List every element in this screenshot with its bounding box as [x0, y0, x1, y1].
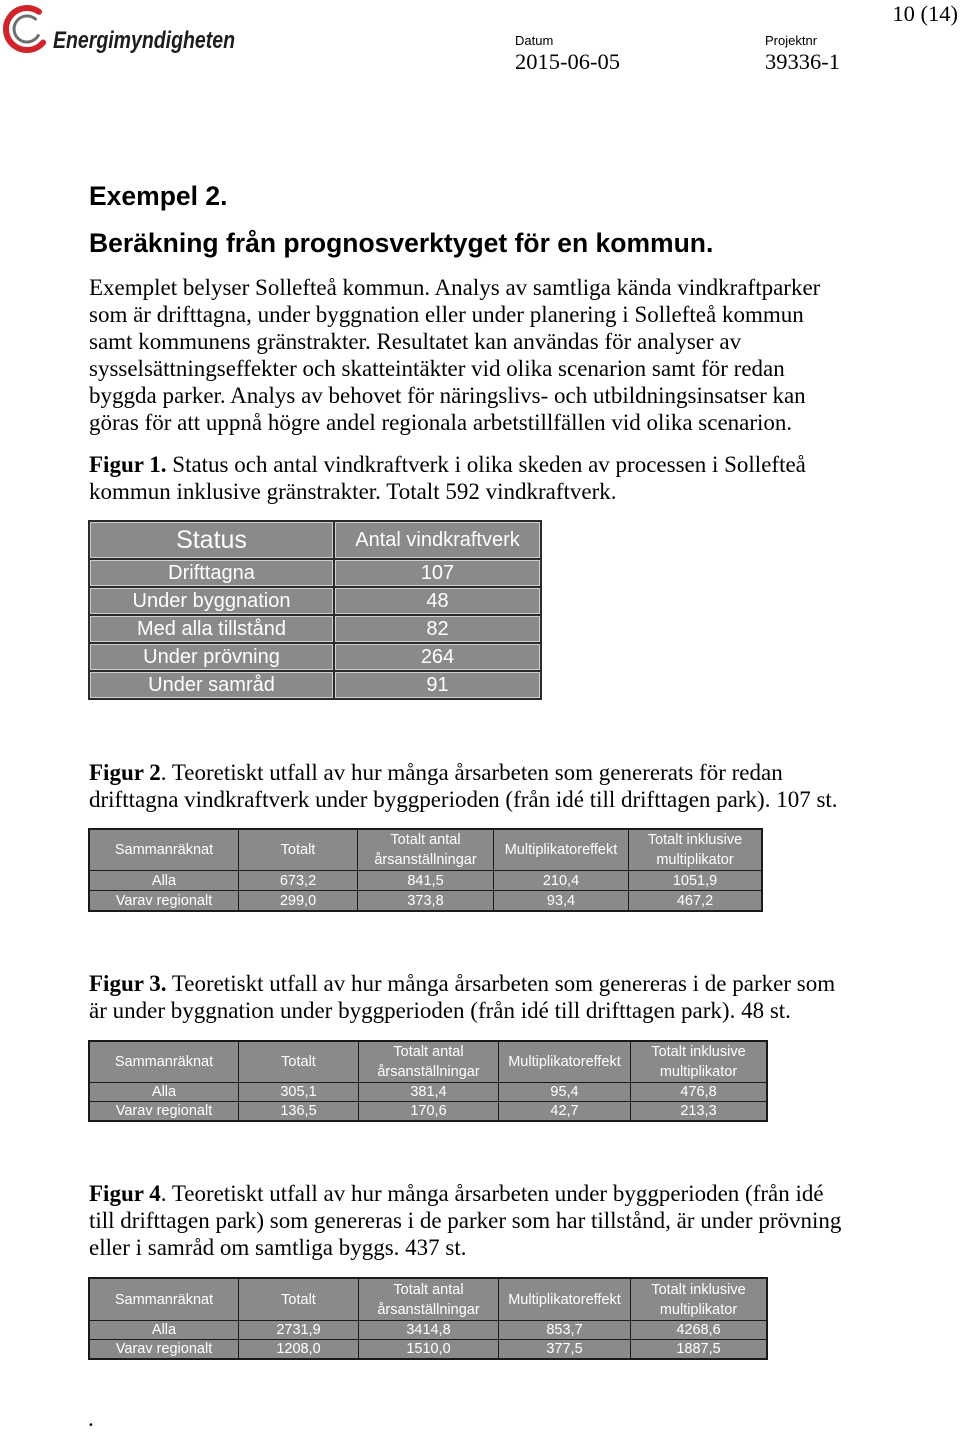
intro-line: göras för att uppnå högre andel regionala arbetstillfällen vid olika scenarion. — [89, 410, 793, 435]
totalt-inklusive-cell: 467,2 — [629, 891, 761, 910]
caption-line — [89, 451, 806, 478]
caption-line: är under byggnation under byggperioden (från idé till drifttagen park). 48 st. — [89, 998, 791, 1023]
intro-line: sysselsättningseffekter och skatteintäkter vid olika scenarion samt för redan — [89, 356, 785, 381]
arsanstallningar-cell: 1510,0 — [359, 1340, 498, 1358]
figure-caption-3 — [89, 970, 835, 1024]
column-header-totalt-antal-arsanstallningar: Totalt antal årsanställningar — [359, 1042, 498, 1082]
totalt-inklusive-cell: 476,8 — [631, 1083, 766, 1101]
row-label-cell: Varav regionalt — [90, 1340, 238, 1358]
totalt-cell: 299,0 — [239, 891, 357, 910]
column-header-totalt-inklusive-multiplikator: Totalt inklusive multiplikator — [631, 1042, 766, 1082]
column-header-multiplikatoreffekt: Multiplikatoreffekt — [499, 1279, 630, 1320]
arsanstallningar-cell: 373,8 — [358, 891, 493, 910]
count-cell: 82 — [335, 616, 540, 642]
multiplikatoreffekt-cell: 95,4 — [499, 1083, 630, 1101]
totalt-cell: 1208,0 — [239, 1340, 358, 1358]
caption-line — [89, 759, 838, 786]
totalt-inklusive-cell: 4268,6 — [631, 1321, 766, 1339]
column-header-totalt-inklusive-multiplikator: Totalt inklusive multiplikator — [629, 830, 761, 870]
count-cell: 48 — [335, 588, 540, 614]
result-table-figur-4 — [88, 1277, 768, 1360]
count-cell: 264 — [335, 644, 540, 670]
energimyndigheten-swoosh-icon — [6, 8, 43, 50]
figure-caption-2 — [89, 759, 838, 813]
count-cell: 107 — [335, 560, 540, 586]
date-value: 2015-06-05 — [515, 49, 620, 74]
intro-line: som är drifttagna, under byggnation eller under planering i Sollefteå kommun — [89, 302, 804, 327]
figure-label: Figur 3. — [89, 971, 167, 996]
intro-line: Exemplet belyser Sollefteå kommun. Analys av samtliga kända vindkraftparker — [89, 275, 821, 300]
status-cell: Under byggnation — [90, 588, 333, 614]
row-label-cell: Alla — [90, 871, 238, 890]
column-header-totalt-antal-arsanstallningar: Totalt antal årsanställningar — [358, 830, 493, 870]
arsanstallningar-cell: 381,4 — [359, 1083, 498, 1101]
example-subtitle: Beräkning från prognosverktyget för en kommun. — [89, 228, 714, 258]
figure-caption-4 — [89, 1180, 841, 1261]
column-header-totalt-inklusive-multiplikator: Totalt inklusive multiplikator — [631, 1279, 766, 1320]
caption-line — [89, 970, 835, 997]
multiplikatoreffekt-cell: 377,5 — [499, 1340, 630, 1358]
project-number-label: Projektnr — [765, 33, 818, 48]
column-header-multiplikatoreffekt: Multiplikatoreffekt — [499, 1042, 630, 1082]
arsanstallningar-cell: 841,5 — [358, 871, 493, 890]
status-cell: Drifttagna — [90, 560, 333, 586]
column-header-totalt: Totalt — [239, 1042, 358, 1082]
arsanstallningar-cell: 170,6 — [359, 1102, 498, 1120]
row-label-cell: Varav regionalt — [90, 1102, 238, 1120]
intro-line: byggda parker. Analys av behovet för näringslivs- och utbildningsinsatser kan — [89, 383, 806, 408]
row-label-cell: Alla — [90, 1321, 238, 1339]
count-cell: 91 — [335, 672, 540, 698]
intro-line: samt kommunens gränstrakter. Resultatet kan användas för analyser av — [89, 329, 742, 354]
status-cell: Under prövning — [90, 644, 333, 670]
multiplikatoreffekt-cell: 42,7 — [499, 1102, 630, 1120]
arsanstallningar-cell: 3414,8 — [359, 1321, 498, 1339]
caption-text: . Teoretiskt utfall av hur många årsarbeten som genererats för redan — [160, 760, 783, 785]
caption-text: Status och antal vindkraftverk i olika skeden av processen i Sollefteå — [166, 452, 806, 477]
totalt-cell: 136,5 — [239, 1102, 358, 1120]
totalt-cell: 673,2 — [239, 871, 357, 890]
example-title: Exempel 2. — [89, 181, 228, 211]
column-header-status: Status — [90, 522, 333, 558]
status-cell: Med alla tillstånd — [90, 616, 333, 642]
figure-label: Figur 1. — [89, 452, 167, 477]
column-header-totalt: Totalt — [239, 830, 357, 870]
totalt-cell: 2731,9 — [239, 1321, 358, 1339]
figure-caption-1 — [89, 451, 806, 505]
totalt-inklusive-cell: 1887,5 — [631, 1340, 766, 1358]
project-number-value: 39336-1 — [765, 49, 840, 74]
row-label-cell: Varav regionalt — [90, 891, 238, 910]
figure-label: Figur 4 — [89, 1181, 161, 1206]
caption-line: till drifttagen park) som genereras i de parker som har tillstånd, är under prövning — [89, 1208, 842, 1233]
status-table — [88, 520, 542, 700]
caption-line — [89, 1180, 841, 1207]
result-table-figur-3 — [88, 1040, 768, 1122]
result-table-figur-2 — [88, 828, 763, 912]
column-header-totalt: Totalt — [239, 1279, 358, 1320]
multiplikatoreffekt-cell: 93,4 — [494, 891, 628, 910]
caption-text: Teoretiskt utfall av hur många årsarbeten som genereras i de parker som — [166, 971, 836, 996]
column-header-sammanraknat: Sammanräknat — [90, 830, 238, 870]
row-label-cell: Alla — [90, 1083, 238, 1101]
figure-label: Figur 2 — [89, 760, 161, 785]
intro-paragraph — [89, 274, 820, 436]
multiplikatoreffekt-cell: 853,7 — [499, 1321, 630, 1339]
logo-wordmark: Energimyndigheten — [53, 27, 235, 54]
totalt-inklusive-cell: 1051,9 — [629, 871, 761, 890]
column-header-sammanraknat: Sammanräknat — [90, 1279, 238, 1320]
column-header-totalt-antal-arsanstallningar: Totalt antal årsanställningar — [359, 1279, 498, 1320]
caption-line: drifttagna vindkraftverk under byggperioden (från idé till drifttagen park). 107 st. — [89, 787, 838, 812]
totalt-inklusive-cell: 213,3 — [631, 1102, 766, 1120]
caption-line: kommun inklusive gränstrakter. Totalt 592 vindkraftverk. — [89, 479, 617, 504]
multiplikatoreffekt-cell: 210,4 — [494, 871, 628, 890]
column-header-multiplikatoreffekt: Multiplikatoreffekt — [494, 830, 628, 870]
caption-line: eller i samråd om samtliga byggs. 437 st. — [89, 1235, 467, 1260]
date-label: Datum — [515, 33, 554, 48]
totalt-cell: 305,1 — [239, 1083, 358, 1101]
column-header-sammanraknat: Sammanräknat — [90, 1042, 238, 1082]
page-number: 10 (14) — [892, 1, 958, 26]
caption-text: . Teoretiskt utfall av hur många årsarbeten under byggperioden (från idé — [160, 1181, 824, 1206]
status-cell: Under samråd — [90, 672, 333, 698]
energimyndigheten-logo — [0, 0, 240, 60]
footer-mark: . — [88, 1406, 94, 1431]
column-header-antal-vindkraftverk: Antal vindkraftverk — [335, 522, 540, 558]
